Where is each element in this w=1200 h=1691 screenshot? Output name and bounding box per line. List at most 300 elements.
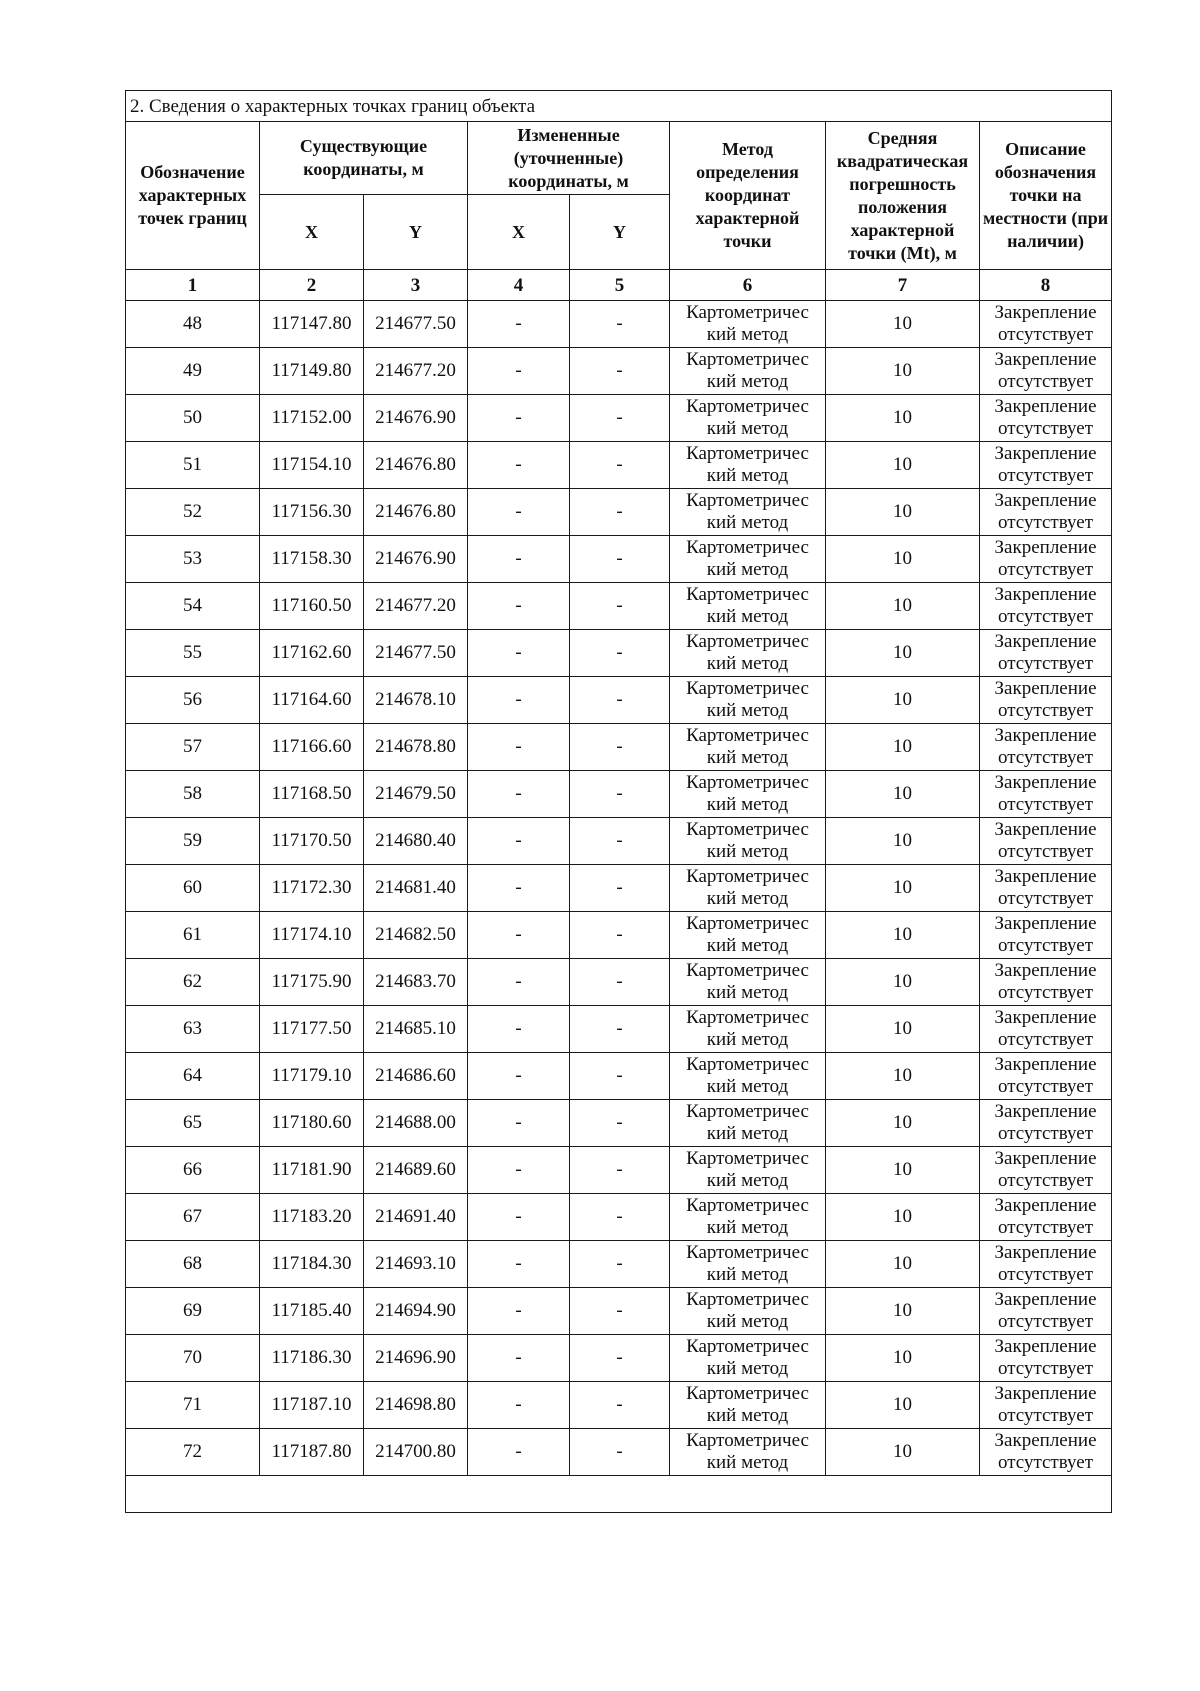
method-text-line: кий метод — [706, 606, 789, 627]
method-text-line: Картометричес — [686, 443, 809, 464]
existing-x-cell: 117162.60 — [260, 630, 364, 677]
method-text-line: кий метод — [706, 888, 789, 909]
method-text-line: кий метод — [706, 371, 789, 392]
description-cell — [980, 724, 1112, 771]
error-cell: 10 — [826, 1241, 980, 1288]
header-point-designation: Обозначение характерных точек границ — [126, 122, 260, 270]
method-text-line: кий метод — [706, 841, 789, 862]
method-text-line: Картометричес — [686, 1195, 809, 1216]
table-row — [126, 630, 1112, 677]
description-text-line: отсутствует — [997, 1311, 1094, 1332]
existing-x-cell: 117154.10 — [260, 442, 364, 489]
description-cell — [980, 1429, 1112, 1476]
existing-x-cell: 117184.30 — [260, 1241, 364, 1288]
error-cell: 10 — [826, 348, 980, 395]
header-changed-x: X — [468, 195, 570, 270]
existing-y-cell: 214680.40 — [364, 818, 468, 865]
existing-y-cell: 214693.10 — [364, 1241, 468, 1288]
existing-x-cell: 117179.10 — [260, 1053, 364, 1100]
description-text-line: отсутствует — [997, 371, 1094, 392]
changed-y-cell: - — [570, 348, 670, 395]
existing-y-cell: 214688.00 — [364, 1100, 468, 1147]
point-id-cell: 60 — [126, 865, 260, 912]
table-row — [126, 771, 1112, 818]
changed-y-cell: - — [570, 301, 670, 348]
error-cell: 10 — [826, 677, 980, 724]
changed-y-cell: - — [570, 724, 670, 771]
table-row — [126, 912, 1112, 959]
method-cell — [670, 1147, 826, 1194]
description-text-line: Закрепление — [994, 1101, 1097, 1122]
method-text-line: кий метод — [706, 512, 789, 533]
description-cell — [980, 395, 1112, 442]
changed-x-cell: - — [468, 818, 570, 865]
method-text-line: кий метод — [706, 465, 789, 486]
existing-x-cell: 117149.80 — [260, 348, 364, 395]
column-number: 1 — [126, 270, 260, 301]
table-row — [126, 1006, 1112, 1053]
description-text-line: отсутствует — [997, 606, 1094, 627]
method-text-line: Картометричес — [686, 490, 809, 511]
error-cell: 10 — [826, 1335, 980, 1382]
method-text-line: кий метод — [706, 982, 789, 1003]
changed-y-cell: - — [570, 1053, 670, 1100]
changed-x-cell: - — [468, 1241, 570, 1288]
description-cell — [980, 348, 1112, 395]
existing-y-cell: 214679.50 — [364, 771, 468, 818]
method-text-line: Картометричес — [686, 866, 809, 887]
description-text-line: отсутствует — [997, 324, 1094, 345]
existing-x-cell: 117187.80 — [260, 1429, 364, 1476]
description-text-line: отсутствует — [997, 1452, 1094, 1473]
method-cell — [670, 1335, 826, 1382]
description-text-line: отсутствует — [997, 1123, 1094, 1144]
changed-x-cell: - — [468, 1382, 570, 1429]
method-text-line: кий метод — [706, 1123, 789, 1144]
error-cell: 10 — [826, 395, 980, 442]
method-text-line: Картометричес — [686, 1242, 809, 1263]
point-id-cell: 72 — [126, 1429, 260, 1476]
method-text-line: Картометричес — [686, 1383, 809, 1404]
table-row — [126, 724, 1112, 771]
method-text-line: Картометричес — [686, 1336, 809, 1357]
description-cell — [980, 1100, 1112, 1147]
description-text-line: Закрепление — [994, 913, 1097, 934]
method-text-line: Картометричес — [686, 1148, 809, 1169]
point-id-cell: 65 — [126, 1100, 260, 1147]
error-cell: 10 — [826, 1100, 980, 1147]
changed-y-cell: - — [570, 1429, 670, 1476]
changed-y-cell: - — [570, 677, 670, 724]
description-cell — [980, 1006, 1112, 1053]
existing-x-cell: 117181.90 — [260, 1147, 364, 1194]
point-id-cell: 69 — [126, 1288, 260, 1335]
existing-y-cell: 214677.20 — [364, 348, 468, 395]
description-text-line: Закрепление — [994, 537, 1097, 558]
method-cell — [670, 959, 826, 1006]
description-text-line: Закрепление — [994, 584, 1097, 605]
point-id-cell: 52 — [126, 489, 260, 536]
description-cell — [980, 959, 1112, 1006]
error-cell: 10 — [826, 912, 980, 959]
point-id-cell: 57 — [126, 724, 260, 771]
existing-y-cell: 214683.70 — [364, 959, 468, 1006]
method-text-line: Картометричес — [686, 725, 809, 746]
description-text-line: Закрепление — [994, 1242, 1097, 1263]
method-text-line: Картометричес — [686, 1054, 809, 1075]
description-cell — [980, 630, 1112, 677]
changed-x-cell: - — [468, 1335, 570, 1382]
existing-x-cell: 117186.30 — [260, 1335, 364, 1382]
error-cell: 10 — [826, 1382, 980, 1429]
error-cell: 10 — [826, 583, 980, 630]
point-id-cell: 66 — [126, 1147, 260, 1194]
changed-y-cell: - — [570, 1006, 670, 1053]
changed-x-cell: - — [468, 1006, 570, 1053]
method-cell — [670, 724, 826, 771]
point-id-cell: 63 — [126, 1006, 260, 1053]
table-row — [126, 1382, 1112, 1429]
table-row — [126, 1194, 1112, 1241]
column-number: 7 — [826, 270, 980, 301]
description-text-line: Закрепление — [994, 960, 1097, 981]
existing-x-cell: 117174.10 — [260, 912, 364, 959]
existing-y-cell: 214676.80 — [364, 442, 468, 489]
description-text-line: отсутствует — [997, 1217, 1094, 1238]
description-cell — [980, 677, 1112, 724]
existing-y-cell: 214677.50 — [364, 301, 468, 348]
changed-y-cell: - — [570, 1147, 670, 1194]
table-row — [126, 301, 1112, 348]
changed-y-cell: - — [570, 1382, 670, 1429]
column-number: 5 — [570, 270, 670, 301]
method-cell — [670, 395, 826, 442]
description-text-line: Закрепление — [994, 490, 1097, 511]
description-text-line: отсутствует — [997, 1264, 1094, 1285]
description-text-line: отсутствует — [997, 888, 1094, 909]
method-cell — [670, 1053, 826, 1100]
changed-x-cell: - — [468, 301, 570, 348]
description-text-line: отсутствует — [997, 465, 1094, 486]
error-cell: 10 — [826, 865, 980, 912]
changed-x-cell: - — [468, 489, 570, 536]
existing-y-cell: 214686.60 — [364, 1053, 468, 1100]
method-cell — [670, 442, 826, 489]
method-cell — [670, 1194, 826, 1241]
existing-x-cell: 117170.50 — [260, 818, 364, 865]
method-text-line: кий метод — [706, 935, 789, 956]
error-cell: 10 — [826, 818, 980, 865]
point-id-cell: 55 — [126, 630, 260, 677]
point-id-cell: 51 — [126, 442, 260, 489]
description-text-line: отсутствует — [997, 982, 1094, 1003]
error-cell: 10 — [826, 536, 980, 583]
description-text-line: отсутствует — [997, 935, 1094, 956]
description-cell — [980, 865, 1112, 912]
description-text-line: Закрепление — [994, 866, 1097, 887]
existing-y-cell: 214698.80 — [364, 1382, 468, 1429]
changed-y-cell: - — [570, 1241, 670, 1288]
method-cell — [670, 301, 826, 348]
method-text-line: Картометричес — [686, 772, 809, 793]
method-text-line: Картометричес — [686, 302, 809, 323]
description-text-line: Закрепление — [994, 631, 1097, 652]
existing-y-cell: 214676.80 — [364, 489, 468, 536]
existing-x-cell: 117164.60 — [260, 677, 364, 724]
error-cell: 10 — [826, 771, 980, 818]
table-row — [126, 536, 1112, 583]
method-cell — [670, 1100, 826, 1147]
method-text-line: Картометричес — [686, 349, 809, 370]
method-text-line: кий метод — [706, 1405, 789, 1426]
description-text-line: отсутствует — [997, 794, 1094, 815]
existing-x-cell: 117187.10 — [260, 1382, 364, 1429]
changed-x-cell: - — [468, 1194, 570, 1241]
table-row — [126, 1147, 1112, 1194]
method-text-line: Картометричес — [686, 1101, 809, 1122]
method-cell — [670, 1288, 826, 1335]
changed-x-cell: - — [468, 1147, 570, 1194]
changed-y-cell: - — [570, 1335, 670, 1382]
existing-y-cell: 214677.20 — [364, 583, 468, 630]
description-cell — [980, 1288, 1112, 1335]
description-cell — [980, 1194, 1112, 1241]
method-cell — [670, 1382, 826, 1429]
point-id-cell: 61 — [126, 912, 260, 959]
changed-y-cell: - — [570, 630, 670, 677]
existing-y-cell: 214676.90 — [364, 536, 468, 583]
point-id-cell: 70 — [126, 1335, 260, 1382]
table-row — [126, 348, 1112, 395]
description-text-line: отсутствует — [997, 700, 1094, 721]
column-number: 6 — [670, 270, 826, 301]
method-cell — [670, 912, 826, 959]
table-row — [126, 1241, 1112, 1288]
header-description: Описание обозначения точки на местности (при наличии) — [980, 122, 1112, 270]
description-text-line: отсутствует — [997, 841, 1094, 862]
existing-x-cell: 117180.60 — [260, 1100, 364, 1147]
changed-x-cell: - — [468, 959, 570, 1006]
method-cell — [670, 536, 826, 583]
method-text-line: кий метод — [706, 324, 789, 345]
description-cell — [980, 1053, 1112, 1100]
description-text-line: Закрепление — [994, 1148, 1097, 1169]
method-cell — [670, 630, 826, 677]
description-text-line: Закрепление — [994, 819, 1097, 840]
changed-x-cell: - — [468, 583, 570, 630]
description-text-line: Закрепление — [994, 1383, 1097, 1404]
existing-y-cell: 214676.90 — [364, 395, 468, 442]
description-text-line: отсутствует — [997, 512, 1094, 533]
table-row — [126, 442, 1112, 489]
method-cell — [670, 1006, 826, 1053]
point-id-cell: 64 — [126, 1053, 260, 1100]
point-id-cell: 54 — [126, 583, 260, 630]
method-text-line: кий метод — [706, 559, 789, 580]
method-text-line: Картометричес — [686, 1430, 809, 1451]
error-cell: 10 — [826, 1288, 980, 1335]
point-id-cell: 62 — [126, 959, 260, 1006]
description-cell — [980, 536, 1112, 583]
point-id-cell: 53 — [126, 536, 260, 583]
description-text-line: Закрепление — [994, 1289, 1097, 1310]
error-cell: 10 — [826, 1053, 980, 1100]
description-text-line: Закрепление — [994, 302, 1097, 323]
point-id-cell: 58 — [126, 771, 260, 818]
existing-x-cell: 117166.60 — [260, 724, 364, 771]
changed-x-cell: - — [468, 1100, 570, 1147]
changed-x-cell: - — [468, 912, 570, 959]
method-text-line: кий метод — [706, 1076, 789, 1097]
description-text-line: отсутствует — [997, 1170, 1094, 1191]
existing-y-cell: 214700.80 — [364, 1429, 468, 1476]
description-text-line: Закрепление — [994, 1336, 1097, 1357]
description-text-line: Закрепление — [994, 443, 1097, 464]
error-cell: 10 — [826, 1194, 980, 1241]
changed-x-cell: - — [468, 677, 570, 724]
existing-y-cell: 214681.40 — [364, 865, 468, 912]
changed-y-cell: - — [570, 583, 670, 630]
description-text-line: Закрепление — [994, 396, 1097, 417]
changed-x-cell: - — [468, 724, 570, 771]
changed-y-cell: - — [570, 912, 670, 959]
changed-y-cell: - — [570, 1194, 670, 1241]
header-existing-y: Y — [364, 195, 468, 270]
description-text-line: отсутствует — [997, 1076, 1094, 1097]
column-number: 3 — [364, 270, 468, 301]
changed-x-cell: - — [468, 348, 570, 395]
method-text-line: кий метод — [706, 747, 789, 768]
existing-y-cell: 214696.90 — [364, 1335, 468, 1382]
description-text-line: Закрепление — [994, 1430, 1097, 1451]
changed-y-cell: - — [570, 1288, 670, 1335]
point-id-cell: 59 — [126, 818, 260, 865]
existing-y-cell: 214691.40 — [364, 1194, 468, 1241]
table-row — [126, 395, 1112, 442]
error-cell: 10 — [826, 959, 980, 1006]
method-text-line: кий метод — [706, 653, 789, 674]
table-row — [126, 1335, 1112, 1382]
existing-x-cell: 117147.80 — [260, 301, 364, 348]
existing-y-cell: 214678.80 — [364, 724, 468, 771]
method-text-line: Картометричес — [686, 631, 809, 652]
description-cell — [980, 1335, 1112, 1382]
method-cell — [670, 865, 826, 912]
point-id-cell: 56 — [126, 677, 260, 724]
changed-x-cell: - — [468, 395, 570, 442]
method-cell — [670, 771, 826, 818]
method-text-line: кий метод — [706, 1358, 789, 1379]
description-text-line: Закрепление — [994, 725, 1097, 746]
description-text-line: Закрепление — [994, 1007, 1097, 1028]
method-text-line: Картометричес — [686, 1007, 809, 1028]
changed-y-cell: - — [570, 1100, 670, 1147]
description-text-line: Закрепление — [994, 349, 1097, 370]
changed-x-cell: - — [468, 630, 570, 677]
table-row — [126, 1288, 1112, 1335]
changed-y-cell: - — [570, 442, 670, 489]
existing-x-cell: 117177.50 — [260, 1006, 364, 1053]
method-cell — [670, 677, 826, 724]
changed-x-cell: - — [468, 865, 570, 912]
description-text-line: отсутствует — [997, 1405, 1094, 1426]
changed-x-cell: - — [468, 1053, 570, 1100]
description-text-line: Закрепление — [994, 678, 1097, 699]
table-row — [126, 1100, 1112, 1147]
column-number: 4 — [468, 270, 570, 301]
column-number: 2 — [260, 270, 364, 301]
changed-y-cell: - — [570, 395, 670, 442]
existing-x-cell: 117160.50 — [260, 583, 364, 630]
existing-y-cell: 214682.50 — [364, 912, 468, 959]
method-text-line: Картометричес — [686, 819, 809, 840]
point-id-cell: 67 — [126, 1194, 260, 1241]
description-text-line: отсутствует — [997, 747, 1094, 768]
description-cell — [980, 301, 1112, 348]
method-text-line: кий метод — [706, 700, 789, 721]
description-text-line: отсутствует — [997, 418, 1094, 439]
error-cell: 10 — [826, 1006, 980, 1053]
description-cell — [980, 771, 1112, 818]
description-cell — [980, 1147, 1112, 1194]
column-number: 8 — [980, 270, 1112, 301]
method-text-line: Картометричес — [686, 960, 809, 981]
method-cell — [670, 818, 826, 865]
method-text-line: кий метод — [706, 1217, 789, 1238]
changed-x-cell: - — [468, 442, 570, 489]
method-cell — [670, 583, 826, 630]
existing-x-cell: 117158.30 — [260, 536, 364, 583]
method-text-line: кий метод — [706, 794, 789, 815]
header-changed-coordinates: Измененные (уточненные) координаты, м — [468, 122, 670, 195]
header-mean-square-error: Средняя квадратическая погрешность положения характерной точки (Mt), м — [826, 122, 980, 270]
error-cell: 10 — [826, 1147, 980, 1194]
changed-y-cell: - — [570, 818, 670, 865]
description-cell — [980, 912, 1112, 959]
method-text-line: кий метод — [706, 418, 789, 439]
document-sheet — [125, 90, 1111, 1513]
point-id-cell: 48 — [126, 301, 260, 348]
error-cell: 10 — [826, 489, 980, 536]
existing-x-cell: 117183.20 — [260, 1194, 364, 1241]
error-cell: 10 — [826, 442, 980, 489]
method-text-line: Картометричес — [686, 678, 809, 699]
existing-x-cell: 117175.90 — [260, 959, 364, 1006]
section-title: 2. Сведения о характерных точках границ объекта — [126, 91, 1112, 122]
method-cell — [670, 489, 826, 536]
method-cell — [670, 348, 826, 395]
method-cell — [670, 1241, 826, 1288]
method-cell — [670, 1429, 826, 1476]
header-changed-y: Y — [570, 195, 670, 270]
table-footer-empty-row — [126, 1476, 1112, 1513]
description-text-line: отсутствует — [997, 1029, 1094, 1050]
table-row — [126, 959, 1112, 1006]
existing-x-cell: 117172.30 — [260, 865, 364, 912]
changed-y-cell: - — [570, 865, 670, 912]
point-id-cell: 49 — [126, 348, 260, 395]
method-text-line: кий метод — [706, 1029, 789, 1050]
point-id-cell: 50 — [126, 395, 260, 442]
header-existing-x: X — [260, 195, 364, 270]
method-text-line: Картометричес — [686, 1289, 809, 1310]
method-text-line: кий метод — [706, 1264, 789, 1285]
description-text-line: отсутствует — [997, 1358, 1094, 1379]
method-text-line: Картометричес — [686, 584, 809, 605]
method-text-line: кий метод — [706, 1170, 789, 1191]
changed-x-cell: - — [468, 1429, 570, 1476]
table-row — [126, 677, 1112, 724]
